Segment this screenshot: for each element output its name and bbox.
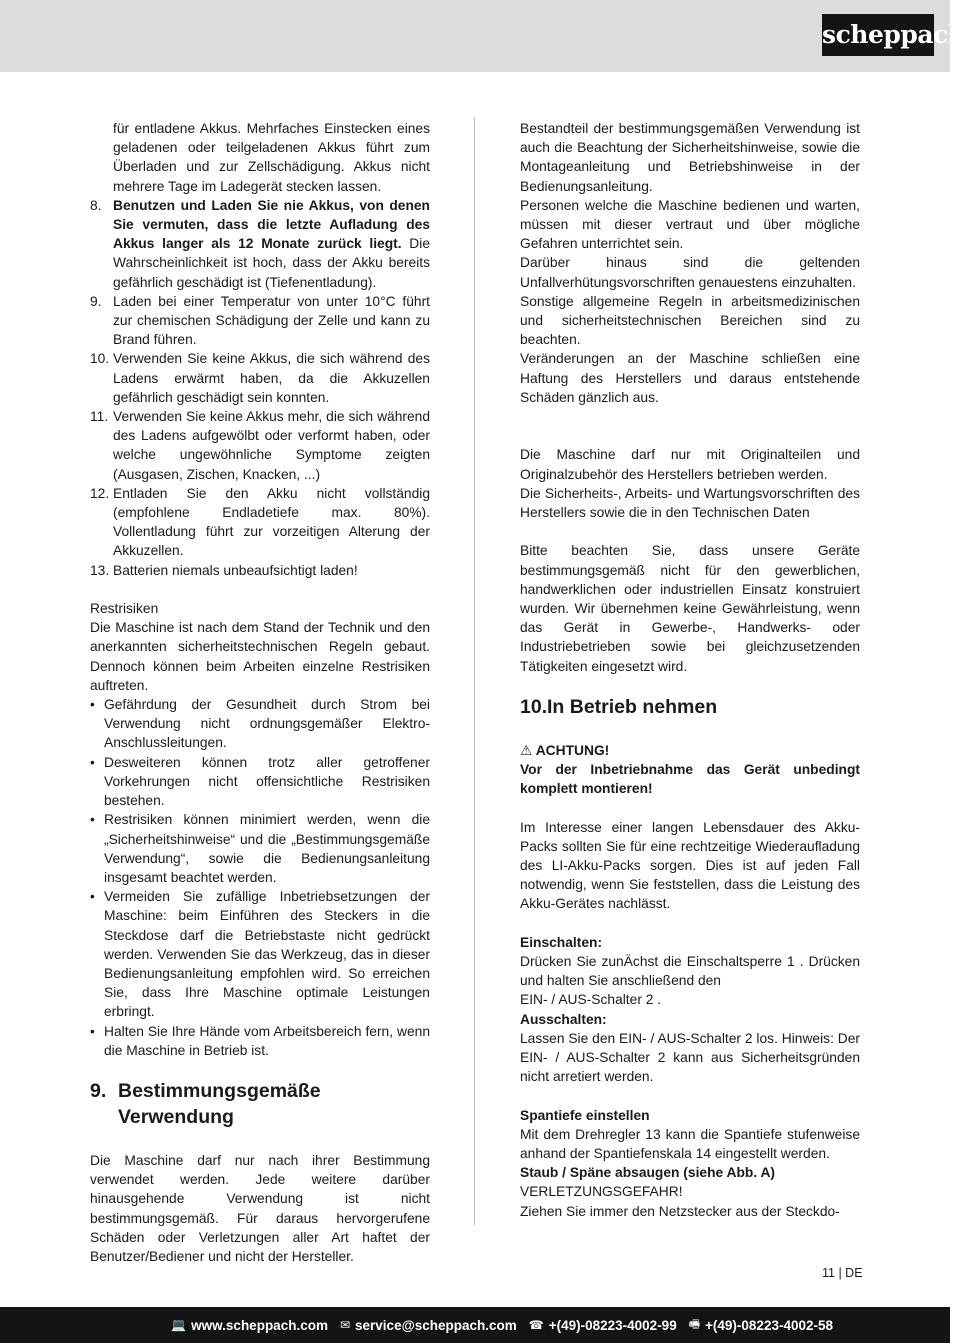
section-title: In Betrieb nehmen xyxy=(547,695,718,718)
warning-icon: ⚠ xyxy=(520,742,533,758)
einschalten-text-2: EIN- / AUS-Schalter 2 . xyxy=(520,992,662,1008)
bullet-text: Gefährdung der Gesundheit durch Strom bei Verwendung nicht ordnungsgemäßer Elektro-Anschlussleitungen. xyxy=(104,697,430,751)
spantiefe-text: Mit dem Drehregler 13 kann die Spantiefe stufenweise anhand der Spantiefenskala 14 eingestellt werden. xyxy=(520,1126,860,1162)
right-column xyxy=(520,119,860,1221)
bullet-dot: • xyxy=(90,697,95,713)
achtung-label: ⚠ ACHTUNG! xyxy=(520,741,860,760)
computer-icon: 💻 xyxy=(171,1318,187,1332)
footer-phone[interactable] xyxy=(529,1318,677,1333)
verletzung-warning: VERLETZUNGSGEFAHR! xyxy=(520,1184,683,1200)
fax-icon: 🖷 xyxy=(688,1316,701,1331)
list-number: 8. xyxy=(90,197,102,213)
page-number: 11 | DE xyxy=(822,1266,863,1280)
list-number: 12. xyxy=(90,485,110,501)
bullet-dot: • xyxy=(90,1023,95,1039)
bullet-item xyxy=(90,810,430,887)
list-item-11 xyxy=(90,407,430,484)
ausschalten-text: Lassen Sie den EIN- / AUS-Schalter 2 los. Hinweis: Der EIN- / AUS-Schalter 2 kann aus Sicherheitsgründen nicht arretiert werden. xyxy=(520,1030,860,1085)
bullet-item xyxy=(90,887,430,1021)
section-9-text: Die Maschine darf nur nach ihrer Bestimmung verwendet werden. Jede weitere darüber hinausgehende Verwendung ist nicht bestimmungsgemäß. Für daraus hervorgerufene Schäden oder Verletzungen aller Art haftet der Benutzer/Bediener und nicht der Hersteller. xyxy=(90,1152,430,1264)
bullet-text: Desweiteren können trotz aller getroffener Vorkehrungen nicht offensichtliche Restrisiken bestehen. xyxy=(104,754,430,809)
website-link[interactable]: www.scheppach.com xyxy=(191,1317,328,1333)
bullet-text: Restrisiken können minimiert werden, wenn die „Sicherheitshinweise“ und die „Bestimmungsgemäße Verwendung“, sowie die Bedienungsanleitung insgesamt beachtet werden. xyxy=(104,812,430,885)
achtung-text: Vor der Inbetriebnahme das Gerät unbedingt komplett montieren! xyxy=(520,762,860,797)
restrisiken-text: Die Maschine ist nach dem Stand der Technik und den anerkannten sicherheitstechnischen Regeln gebaut. Dennoch können beim Arbeiten einzelne Restrisiken auftreten. xyxy=(90,620,430,693)
staub-text: Ziehen Sie immer den Netzstecker aus der Steckdo- xyxy=(520,1203,840,1219)
section-title: Bestimmungsgemäße Verwendung xyxy=(118,1079,321,1128)
scheppach-logo: scheppach xyxy=(822,14,934,56)
einschalten-title: Einschalten: xyxy=(520,934,603,950)
mail-icon: ✉ xyxy=(339,1318,351,1332)
section-number: 9. xyxy=(90,1079,107,1102)
einschalten-text: Drücken Sie zunÄchst die Einschaltsperre 1 . Drücken und halten Sie anschließend den xyxy=(520,954,860,989)
bullet-text: Halten Sie Ihre Hände vom Arbeitsbereich fern, wenn die Maschine in Betrieb ist. xyxy=(104,1023,430,1058)
bullet-dot: • xyxy=(90,754,95,770)
list-text: Verwenden Sie keine Akkus mehr, die sich während des Ladens aufgewölbt oder verformt haben, oder welche ungewöhnliche Symptome zeigten (Ausgasen, Zischen, Knacken, ...) xyxy=(113,409,430,482)
list-number: 11. xyxy=(90,409,109,425)
bullet-dot: • xyxy=(90,889,95,905)
column-divider xyxy=(474,117,475,1225)
list-number: 10. xyxy=(90,351,110,367)
paragraph: Darüber hinaus sind die geltenden Unfallverhütungsvorschriften genauestens einzuhalten. xyxy=(520,255,860,290)
spantiefe-title: Spantiefe einstellen xyxy=(520,1107,650,1123)
footer-email[interactable] xyxy=(340,1318,517,1333)
section-9-heading xyxy=(90,1078,430,1130)
paragraph: Personen welche die Maschine bedienen und warten, müssen mit dieser vertraut und über mögliche Gefahren unterrichtet sein. xyxy=(520,197,860,252)
left-column xyxy=(90,119,430,1266)
bullet-item xyxy=(90,753,430,811)
bullet-dot: • xyxy=(90,812,95,828)
paragraph: Veränderungen an der Maschine schließen eine Haftung des Herstellers und daraus entstehende Schäden gänzlich aus. xyxy=(520,351,860,405)
paragraph: Die Maschine darf nur mit Originalteilen und Originalzubehör des Herstellers betrieben werden. xyxy=(520,447,860,482)
footer-band xyxy=(0,1307,950,1343)
list-number: 9. xyxy=(90,293,102,309)
paragraph: Sonstige allgemeine Regeln in arbeitsmedizinischen und sicherheitstechnischen Bereichen sind zu beachten. xyxy=(520,293,860,348)
restrisiken-title: Restrisiken xyxy=(90,601,159,617)
list-item-8 xyxy=(90,196,430,292)
list-text: Verwenden Sie keine Akkus, die sich während des Ladens erwärmt haben, da die Akkuzellen gefährlich geschädigt sein konnten. xyxy=(113,351,430,405)
bullet-item xyxy=(90,1022,430,1060)
list-item-13 xyxy=(90,561,430,580)
section-10-heading xyxy=(520,694,860,720)
phone-icon: ☎ xyxy=(528,1318,544,1332)
item-7-continuation: für entladene Akkus. Mehrfaches Einstecken eines geladenen oder teilgeladenen Akkus führt zum Überladen und zur Zellschädigung. Akkus nicht mehrere Tage im Ladegerät stecken lassen. xyxy=(113,121,430,194)
list-item-12 xyxy=(90,484,430,561)
paragraph: Die Sicherheits-, Arbeits- und Wartungsvorschriften des Herstellers sowie die in den Technischen Daten xyxy=(520,485,860,521)
paragraph: Bestandteil der bestimmungsgemäßen Verwendung ist auch die Beachtung der Sicherheitshinweise, sowie die Montageanleitung und Betriebshinweise in der Bedienungsanleitung. xyxy=(520,121,860,194)
staub-title: Staub / Späne absaugen (siehe Abb. A) xyxy=(520,1165,776,1181)
paragraph: Im Interesse einer langen Lebensdauer des Akku-Packs sollten Sie für eine rechtzeitige Wiederaufladung des LI-Akku-Packs sorgen. Dies ist auf jeden Fall notwendig, wenn Sie feststellen, dass die Leistung des Akku-Gerätes nachlässt. xyxy=(520,819,860,912)
header-band xyxy=(0,0,965,72)
list-text: Batterien niemals unbeaufsichtigt laden! xyxy=(113,562,358,578)
phone-number[interactable]: +(49)-08223-4002-99 xyxy=(548,1317,677,1333)
section-number: 10. xyxy=(520,695,548,718)
list-text: Laden bei einer Temperatur von unter 10°C führt zur chemischen Schädigung der Zelle und kann zu Brand führen. xyxy=(113,293,430,348)
list-text: Entladen Sie den Akku nicht vollständig (empfohlene Endladetiefe max. 80%). Vollentladung führt zur vorzeitigen Alterung der Akkuzellen. xyxy=(113,485,430,559)
list-number: 13. xyxy=(90,562,110,578)
email-link[interactable]: service@scheppach.com xyxy=(355,1317,517,1333)
footer-website[interactable] xyxy=(171,1318,328,1333)
footer-fax[interactable] xyxy=(689,1315,833,1336)
fax-number[interactable]: +(49)-08223-4002-58 xyxy=(705,1317,833,1333)
ausschalten-title: Ausschalten: xyxy=(520,1011,607,1027)
list-item-9 xyxy=(90,292,430,350)
bullet-item xyxy=(90,695,430,753)
list-text: Die Wahrscheinlichkeit ist hoch, dass der Akku bereits gefährlich geschädigt ist (Tiefenentladung). xyxy=(113,236,430,290)
paragraph: Bitte beachten Sie, dass unsere Geräte bestimmungsgemäß nicht für den gewerblichen, handwerklichen oder industriellen Einsatz konstruiert wurden. Wir übernehmen keine Gewährleistung, wenn das Gerät in Gewerbe-, Handwerks- oder Industriebetrieben sowie bei gleichzusetzenden Tätigkeiten eingesetzt wird. xyxy=(520,543,860,674)
bullet-text: Vermeiden Sie zufällige Inbetriebsetzungen der Maschine: beim Einführen des Steckers in die Steckdose darf die Betriebstaste nicht gedrückt werden. Verwenden Sie das Werkzeug, das in dieser Bedienungsanleitung empfohlen wird. So erreichen Sie, dass Ihre Maschine optimale Leistungen erbringt. xyxy=(104,889,430,1020)
list-bold-text: Benutzen und Laden Sie nie Akkus, von denen Sie vermuten, dass die letzte Aufladung des Akkus langer als 12 Monate zurück liegt. xyxy=(113,197,430,252)
list-item-10 xyxy=(90,349,430,407)
